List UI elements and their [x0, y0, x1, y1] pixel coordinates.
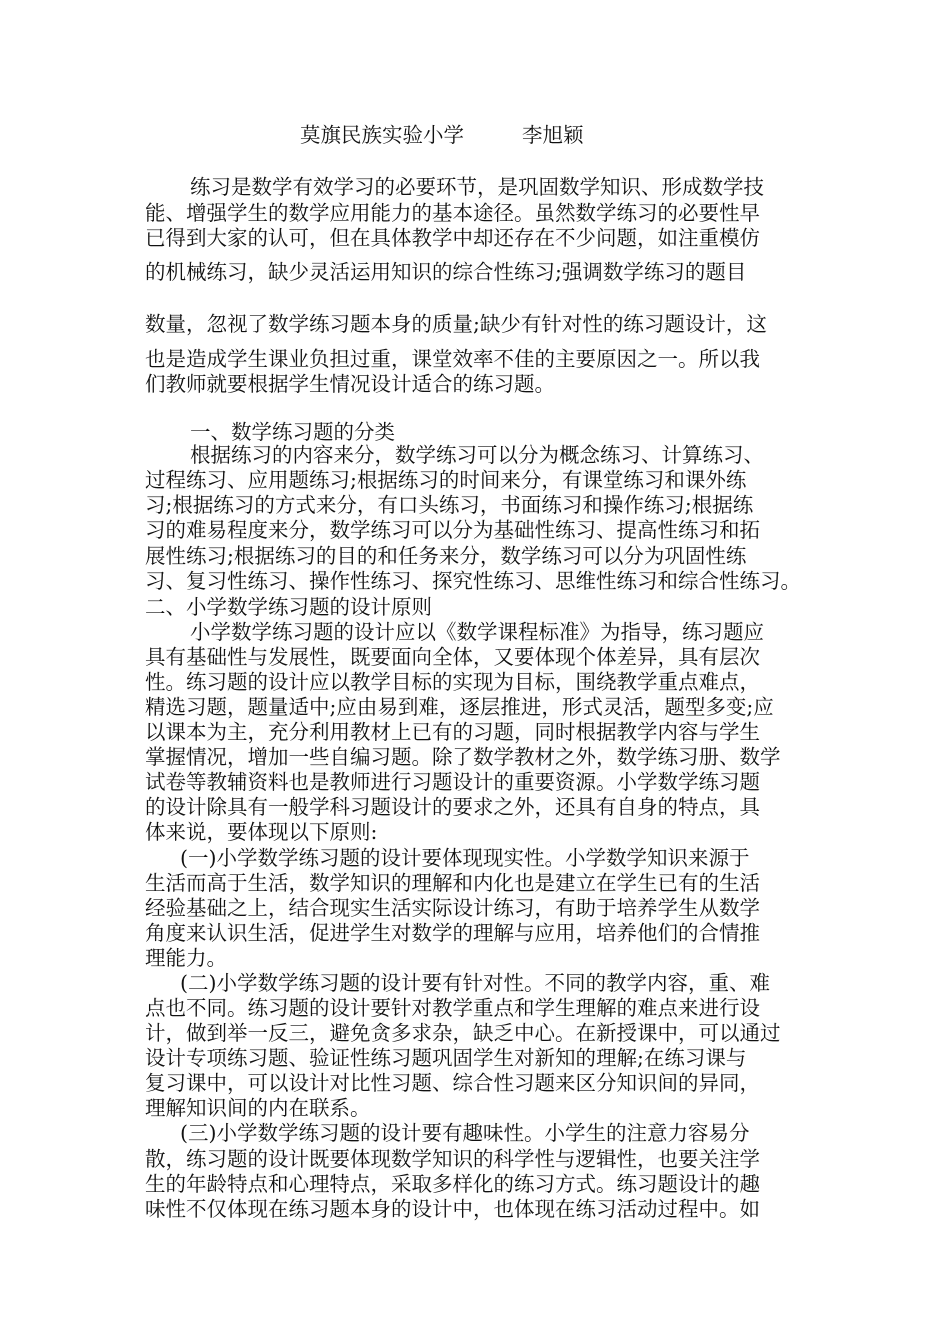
- paragraph-line: 生的年龄特点和心理特点，采取多样化的练习方式。练习题设计的趣: [145, 1172, 760, 1196]
- paragraph-line: 计，做到举一反三，避免贪多求杂，缺乏中心。在新授课中，可以通过: [145, 1021, 781, 1045]
- paragraph-line: 能、增强学生的数学应用能力的基本途径。虽然数学练习的必要性早: [145, 201, 760, 225]
- paragraph-line: 过程练习、应用题练习;根据练习的时间来分，有课堂练习和课外练: [145, 468, 747, 492]
- paragraph-line: 复习课中，可以设计对比性习题、综合性习题来区分知识间的异同，: [145, 1071, 760, 1095]
- paragraph-line: 味性不仅体现在练习题本身的设计中，也体现在练习活动过程中。如: [145, 1197, 760, 1221]
- paragraph-line: 的机械练习，缺少灵活运用知识的综合性练习;强调数学练习的题目: [145, 260, 747, 284]
- paragraph-line: 体来说，要体现以下原则:: [145, 820, 378, 844]
- paragraph-line: 习的难易程度来分，数学练习可以分为基础性练习、提高性练习和拓: [145, 518, 760, 542]
- paragraph-line: 理能力。: [145, 946, 227, 970]
- author-name: 李旭颖: [522, 123, 584, 147]
- section-heading: 一、数学练习题的分类: [190, 420, 395, 444]
- paragraph-line: 小学数学练习题的设计应以《数学课程标准》为指导，练习题应: [190, 620, 764, 644]
- section-heading: 二、小学数学练习题的设计原则: [145, 595, 432, 619]
- school-name: 莫旗民族实验小学: [300, 123, 464, 147]
- paragraph-line: 习;根据练习的方式来分，有口头练习，书面练习和操作练习;根据练: [145, 493, 754, 517]
- paragraph-line: (三)小学数学练习题的设计要有趣味性。小学生的注意力容易分: [180, 1121, 750, 1145]
- paragraph-line: 点也不同。练习题的设计要针对教学重点和学生理解的难点来进行设: [145, 996, 760, 1020]
- paragraph-line: 也是造成学生课业负担过重，课堂效率不佳的主要原因之一。所以我: [145, 347, 760, 371]
- paragraph-line: 已得到大家的认可，但在具体教学中却还存在不少问题，如注重模仿: [145, 226, 760, 250]
- paragraph-line: (二)小学数学练习题的设计要有针对性。不同的教学内容，重、难: [180, 971, 770, 995]
- paragraph-line: 掌握情况，增加一些自编习题。除了数学教材之外，数学练习册、数学: [145, 745, 781, 769]
- paragraph-line: 精选习题，题量适中;应由易到难，逐层推进，形式灵活，题型多变;应: [145, 695, 774, 719]
- paragraph-line: 角度来认识生活，促进学生对数学的理解与应用，培养他们的合情推: [145, 921, 760, 945]
- paragraph-line: 们教师就要根据学生情况设计适合的练习题。: [145, 372, 555, 396]
- paragraph-line: 展性练习;根据练习的目的和任务来分，数学练习可以分为巩固性练: [145, 544, 747, 568]
- paragraph-line: 习、复习性练习、操作性练习、探究性练习、思维性练习和综合性练习。: [145, 569, 801, 593]
- paragraph-line: 设计专项练习题、验证性练习题巩固学生对新知的理解;在练习课与: [145, 1046, 747, 1070]
- paragraph-line: 经验基础之上，结合现实生活实际设计练习，有助于培养学生从数学: [145, 896, 760, 920]
- paragraph-line: 性。练习题的设计应以教学目标的实现为目标，围绕教学重点难点，: [145, 670, 760, 694]
- paragraph-line: 散，练习题的设计既要体现数学知识的科学性与逻辑性，也要关注学: [145, 1147, 760, 1171]
- paragraph-line: 的设计除具有一般学科习题设计的要求之外，还具有自身的特点，具: [145, 795, 760, 819]
- paragraph-line: 根据练习的内容来分，数学练习可以分为概念练习、计算练习、: [190, 443, 764, 467]
- paragraph-line: 试卷等教辅资料也是教师进行习题设计的重要资源。小学数学练习题: [145, 770, 760, 794]
- document-header: [300, 122, 584, 148]
- paragraph-line: 以课本为主，充分利用教材上已有的习题，同时根据教学内容与学生: [145, 720, 760, 744]
- paragraph-line: 练习是数学有效学习的必要环节，是巩固数学知识、形成数学技: [190, 175, 764, 199]
- paragraph-line: (一)小学数学练习题的设计要体现现实性。小学数学知识来源于: [180, 846, 750, 870]
- paragraph-line: 数量，忽视了数学练习题本身的质量;缺少有针对性的练习题设计，这: [145, 312, 767, 336]
- paragraph-line: 具有基础性与发展性，既要面向全体，又要体现个体差异，具有层次: [145, 645, 760, 669]
- paragraph-line: 理解知识间的内在联系。: [145, 1096, 371, 1120]
- paragraph-line: 生活而高于生活，数学知识的理解和内化也是建立在学生已有的生活: [145, 871, 760, 895]
